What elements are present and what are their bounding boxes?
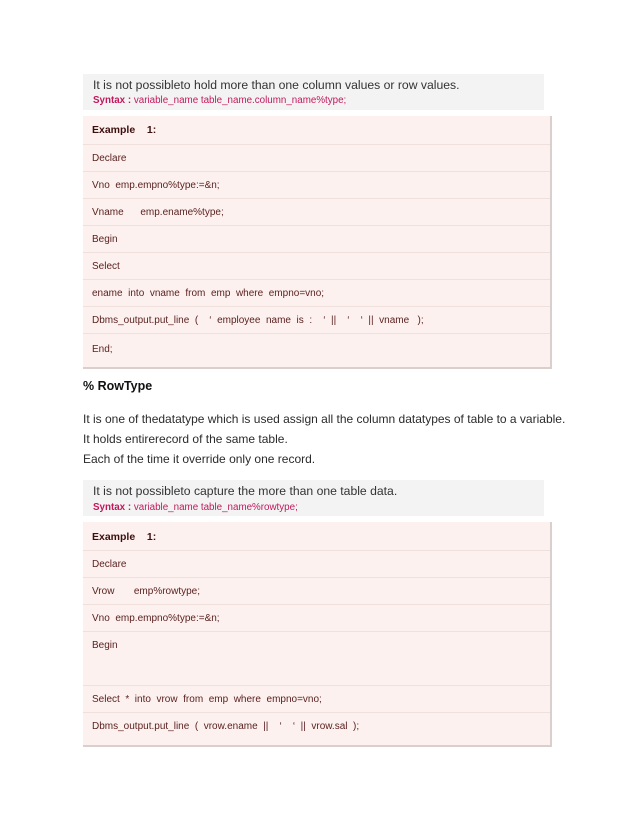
code-line [83,631,550,659]
code-line [83,144,550,172]
code-line-text: ename into vname from emp where empno=vno; [92,288,325,299]
paragraph-line: It holds entirerecord of the same table. [83,432,288,446]
code-line [83,171,550,199]
code-line-text: Select * into vrow from emp where empno=vno; [92,694,322,705]
code-line [83,712,550,746]
note-text: It is not possibleto capture the more than one table data. [93,484,398,498]
code-line [83,333,550,368]
code-block-2 [83,522,552,747]
example-heading: Example 1: [92,124,157,136]
note-block-1 [83,74,544,110]
example-heading: Example 1: [92,531,157,543]
code-line-empty [83,658,550,685]
syntax-label: Syntax [93,502,126,513]
code-line-text: Declare [92,559,127,570]
code-heading-row [83,522,550,550]
syntax-line [93,95,346,106]
code-line [83,577,550,605]
code-line [83,685,550,713]
syntax-line [93,502,298,513]
code-line-text: Begin [92,640,118,651]
code-line-text: Vrow emp%rowtype; [92,586,200,597]
section-heading: % RowType [83,379,153,393]
code-line-text: Declare [92,153,127,164]
note-text: It is not possibleto hold more than one column values or row values. [93,78,460,92]
code-line-text: Vname emp.ename%type; [92,207,224,218]
code-line [83,550,550,578]
code-line-text: Vno emp.empno%type:=&n; [92,180,220,191]
syntax-text: variable_name table_name%rowtype; [133,502,298,513]
code-line-text: Dbms_output.put_line ( vrow.ename || ‘ ‘ || vrow.sal ); [92,721,360,732]
code-line [83,225,550,253]
syntax-colon: : [127,502,132,513]
code-heading-row [83,116,550,144]
code-line [83,252,550,280]
code-line-text: Vno emp.empno%type:=&n; [92,613,220,624]
note-block-2 [83,480,544,516]
code-line-text: Select [92,261,120,272]
syntax-colon: : [127,95,132,106]
code-line [83,604,550,632]
code-line [83,279,550,307]
code-block-1 [83,116,552,369]
syntax-label: Syntax [93,95,126,106]
code-line-text: Dbms_output.put_line ( ‘ employee name is : ‘ || ‘ ‘ || vname ); [92,315,424,326]
code-line-text: End; [92,344,113,355]
code-line [83,198,550,226]
paragraph-line: It is one of thedatatype which is used assign all the column datatypes of table to a variable. [83,412,566,426]
paragraph-line: Each of the time it override only one record. [83,452,316,466]
code-line [83,306,550,334]
code-line-text: Begin [92,234,118,245]
syntax-text: variable_name table_name.column_name%type; [133,95,347,106]
